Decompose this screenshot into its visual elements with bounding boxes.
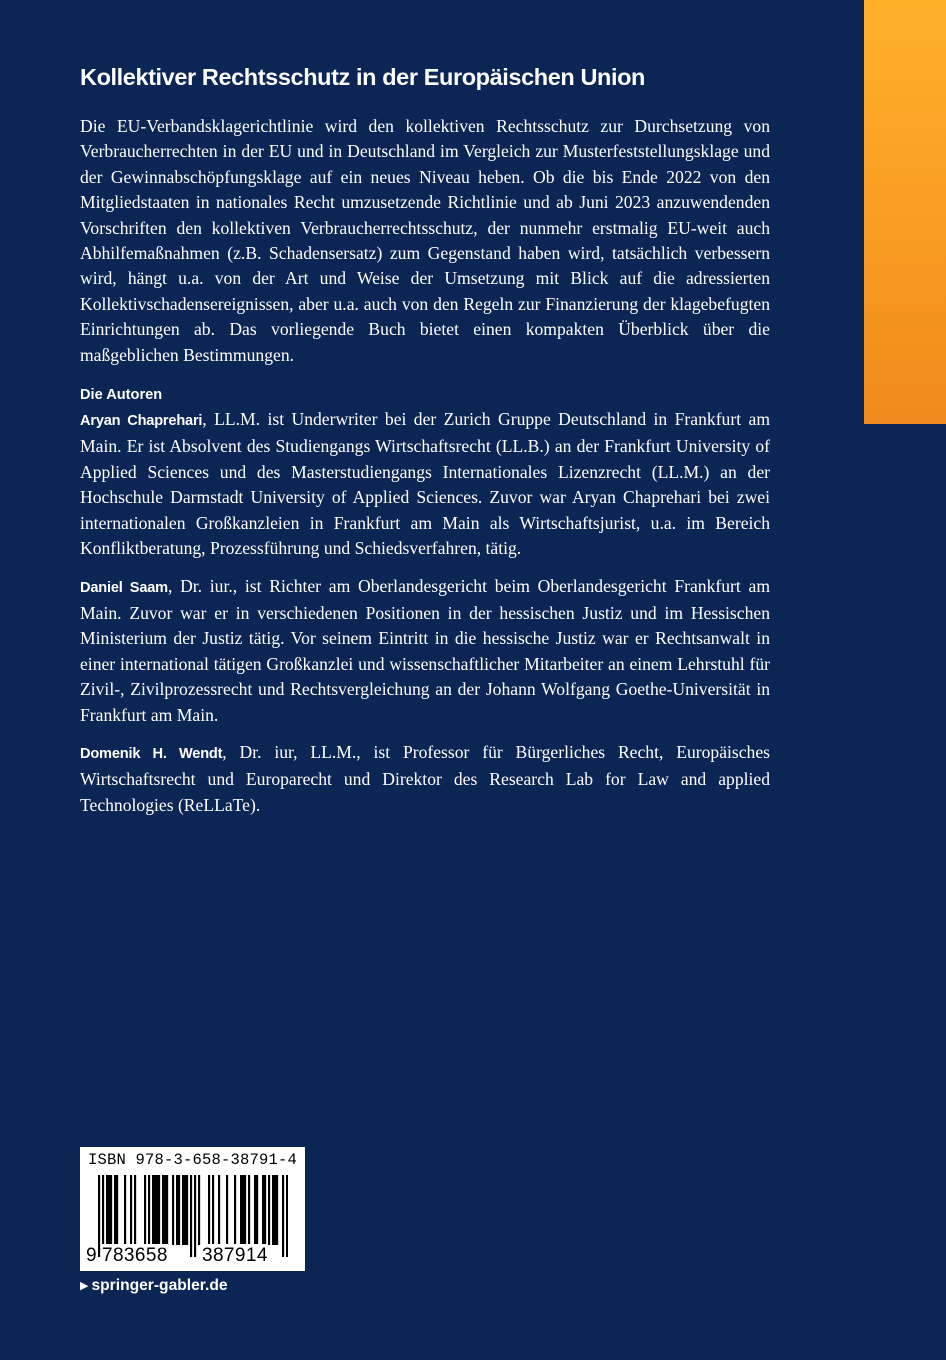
barcode-bar — [242, 1175, 244, 1245]
publisher-url: springer-gabler.de — [91, 1277, 228, 1294]
barcode-bar — [254, 1175, 256, 1245]
author-bio — [80, 407, 770, 561]
barcode-bar — [274, 1175, 276, 1245]
barcode-bar — [144, 1175, 146, 1245]
triangle-right-icon: ▶ — [80, 1280, 89, 1292]
barcode-bar — [124, 1175, 126, 1245]
book-description: Die EU-Verbandsklagerichtlinie wird den kollektiven Rechtsschutz zur Durchsetzung von Verbraucherrechten in der EU und in Deutschland im Vergleich zur Musterfeststellungsklage und der Gewinnabschöpfungsklage auf ein neues Niveau heben. Ob die bis Ende 2022 von den Mitgliedstaaten in nationales Recht umzusetzende Richtlinie und ab Juni 2023 anzuwendenden Vorschriften den kollektiven Verbraucherrechtsschutz, der nunmehr erstmalig EU-weit auch Abhilfemaßnahmen (z.B. Schadensersatz) zum Gegenstand haben wird, tatsächlich verbessern wird, hängt u.a. von der Art und Weise der Umsetzung mit Blick auf die adressierten Kollektivschadensereignissen, aber u.a. auch von den Regeln zur Finanzierung der klagebefugten Einrichtungen ab. Das vorliegende Buch bietet einen kompakten Überblick über die maßgeblichen Bestimmungen. — [80, 116, 770, 365]
accent-bar — [864, 0, 946, 424]
author-bio-text: , Dr. iur, LL.M., ist Professor für Bürgerliches Recht, Europäisches Wirtschaftsrecht und Europarecht und Direktor des Research Lab for Law and applied Technologies (ReLLaTe). — [80, 741, 770, 815]
barcode-bar — [184, 1175, 186, 1245]
barcode-bar — [212, 1175, 214, 1245]
barcode-bar — [262, 1175, 264, 1245]
barcode-bar — [182, 1175, 184, 1245]
barcode-bar — [198, 1175, 200, 1245]
authors-heading: Die Autoren — [80, 387, 163, 404]
barcode-bar — [110, 1175, 112, 1245]
barcode-bar — [156, 1175, 158, 1245]
barcode-bar — [134, 1175, 136, 1245]
author-name: Daniel Saam — [80, 579, 168, 596]
barcode-bar — [268, 1175, 270, 1245]
barcode-bar — [240, 1175, 242, 1245]
barcode-bar — [208, 1175, 210, 1245]
barcode-bar — [116, 1175, 118, 1245]
book-title: Kollektiver Rechtsschutz in der Europäischen Union — [80, 64, 646, 90]
barcode-bar — [264, 1175, 266, 1245]
barcode-bar — [172, 1175, 174, 1245]
barcode-bar — [248, 1175, 250, 1245]
barcode-digits — [80, 1244, 305, 1268]
barcode-bar — [186, 1175, 188, 1245]
barcode-bar — [226, 1175, 228, 1245]
barcode-bar — [158, 1175, 160, 1245]
barcode-bar — [154, 1175, 156, 1245]
author-name: Domenik H. Wendt — [80, 745, 223, 762]
barcode-bar — [164, 1175, 166, 1245]
barcode-bar — [148, 1175, 150, 1245]
author-bio — [80, 574, 770, 728]
barcode-bar — [244, 1175, 246, 1245]
barcode-bar — [256, 1175, 258, 1245]
author-bio-text: , LL.M. ist Underwriter bei der Zurich Gruppe Deutschland in Frankfurt am Main. Er ist Absolvent des Studiengangs Wirtschaftsrecht (LL.B.) an der Frankfurt University of Applied Sciences und des Masterstudiengangs Internationales Lizenzrecht (LL.M.) an der Hochschule Darmstadt University of Applied Sciences. Zuvor war Aryan Chaprehari bei zwei internationalen Großkanzleien in Frankfurt am Main als Wirtschaftsjurist, u.a. im Bereich Konfliktberatung, Prozessführung und Schiedsverfahren, tätig. — [80, 409, 771, 559]
isbn-label: ISBN 978-3-658-38791-4 — [88, 1151, 298, 1169]
barcode-bar — [108, 1175, 110, 1245]
barcode-bar — [152, 1175, 154, 1245]
author-bio — [80, 740, 770, 818]
author-bio-text: , Dr. iur., ist Richter am Oberlandesgericht beim Oberlandesgericht Frankfurt am Main. Zuvor war er in verschiedenen Positionen in der hessischen Justiz und im Hessischen Ministerium der Justiz tätig. Vor seinem Eintritt in die hessische Justiz war er Rechtsanwalt in einer international tätigen Großkanzlei und wissenschaftlicher Mitarbeiter an einem Lehrstuhl für Zivil-, Zivilprozessrecht und Rechtsvergleichung an der Johann Wolfgang Goethe-Universität in Frankfurt am Main. — [80, 575, 770, 725]
barcode-bar — [106, 1175, 108, 1245]
publisher-link[interactable] — [80, 1276, 228, 1296]
isbn-barcode — [80, 1147, 305, 1271]
barcode-bar — [178, 1175, 180, 1245]
barcode-digits-right: 387914 — [202, 1245, 268, 1266]
barcode-bar — [272, 1175, 274, 1245]
author-name: Aryan Chaprehari — [80, 413, 203, 430]
barcode-bar — [162, 1175, 164, 1245]
barcode-bar — [276, 1175, 278, 1245]
barcode-bar — [234, 1175, 236, 1245]
barcode-bar — [166, 1175, 168, 1245]
barcode-bar — [176, 1175, 178, 1245]
back-cover-text — [80, 62, 770, 830]
barcode-bar — [114, 1175, 116, 1245]
barcode-bar — [130, 1175, 132, 1245]
barcode-digits-left: 783658 — [102, 1245, 168, 1266]
barcode-digit-first: 9 — [86, 1245, 97, 1266]
barcode-bar — [218, 1175, 220, 1245]
